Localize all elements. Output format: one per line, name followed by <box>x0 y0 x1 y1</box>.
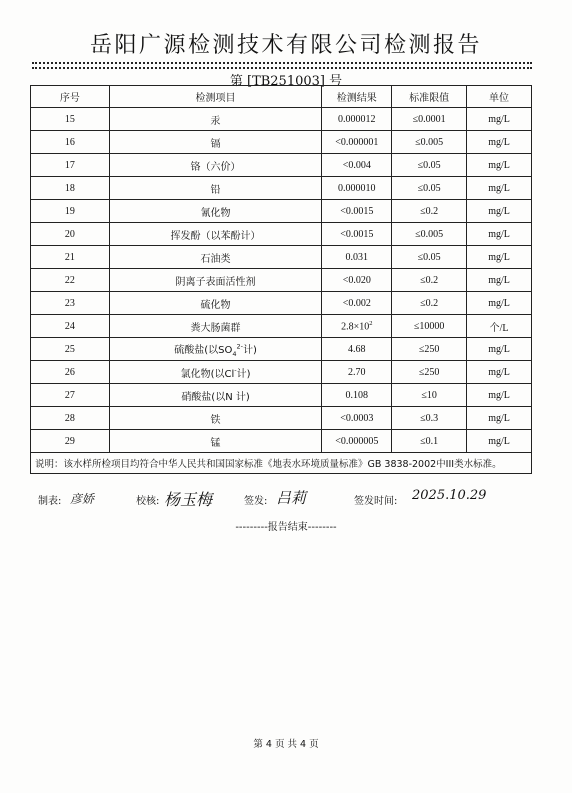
row-limit: ≤10 <box>392 384 467 407</box>
issue-date-handwritten: 2025.10.29 <box>412 488 487 503</box>
item-text: 硫酸盐(以SO <box>174 344 233 356</box>
item-subscript: 4 <box>232 349 237 358</box>
row-limit: ≤0.3 <box>392 407 467 430</box>
row-no: 28 <box>31 407 110 430</box>
row-no: 16 <box>31 131 110 154</box>
row-item: 铁 <box>109 407 321 430</box>
row-no: 21 <box>31 246 110 269</box>
row-unit: mg/L <box>467 131 532 154</box>
table-row <box>31 430 532 453</box>
row-no: 23 <box>31 292 110 315</box>
row-unit: mg/L <box>467 246 532 269</box>
table-row <box>31 315 532 338</box>
row-item: 阴离子表面活性剂 <box>109 269 321 292</box>
row-limit: ≤0.05 <box>392 246 467 269</box>
row-limit: ≤0.2 <box>392 269 467 292</box>
row-limit: ≤0.05 <box>392 177 467 200</box>
row-item <box>109 361 321 384</box>
row-limit: ≤0.2 <box>392 200 467 223</box>
header-unit: 单位 <box>467 86 532 108</box>
row-no: 18 <box>31 177 110 200</box>
row-no: 22 <box>31 269 110 292</box>
table-row <box>31 108 532 131</box>
result-exponent: 2 <box>369 319 373 327</box>
table-row <box>31 246 532 269</box>
row-item: 挥发酚（以苯酚计） <box>109 223 321 246</box>
row-result: <0.020 <box>322 269 392 292</box>
item-text: 计) <box>236 368 251 380</box>
row-result: <0.000001 <box>322 131 392 154</box>
row-no: 29 <box>31 430 110 453</box>
row-item: 汞 <box>109 108 321 131</box>
row-no: 24 <box>31 315 110 338</box>
row-unit: mg/L <box>467 108 532 131</box>
table-row <box>31 154 532 177</box>
table-row <box>31 338 532 361</box>
divider-dotted <box>32 67 532 69</box>
row-unit: mg/L <box>467 223 532 246</box>
issue-date-label: 签发时间: <box>354 496 398 507</box>
table-row <box>31 177 532 200</box>
item-superscript: 2- <box>236 342 243 351</box>
row-unit: mg/L <box>467 407 532 430</box>
header-no: 序号 <box>31 86 110 108</box>
row-item: 石油类 <box>109 246 321 269</box>
row-item: 粪大肠菌群 <box>109 315 321 338</box>
item-text: 氯化物(以Cl <box>180 368 235 380</box>
table-row <box>31 361 532 384</box>
row-item: 硝酸盐(以N 计) <box>109 384 321 407</box>
row-limit: ≤0.005 <box>392 131 467 154</box>
row-result: 0.108 <box>322 384 392 407</box>
header-limit: 标准限值 <box>392 86 467 108</box>
row-limit: ≤0.005 <box>392 223 467 246</box>
table-row <box>31 131 532 154</box>
checked-by-label: 校核: <box>136 496 160 507</box>
table-row <box>31 223 532 246</box>
row-limit: ≤0.2 <box>392 292 467 315</box>
item-superscript: - <box>234 366 237 375</box>
table-note: 说明：该水样所检项目均符合中华人民共和国国家标准《地表水环境质量标准》GB 3838-2002中III类水标准。 <box>31 453 532 474</box>
table-row <box>31 269 532 292</box>
row-limit: ≤250 <box>392 361 467 384</box>
page-footer: 第 4 页 共 4 页 <box>253 739 319 750</box>
row-unit: mg/L <box>467 177 532 200</box>
row-result: <0.002 <box>322 292 392 315</box>
row-limit: ≤10000 <box>392 315 467 338</box>
prepared-by-label: 制表: <box>38 496 62 507</box>
row-no: 26 <box>31 361 110 384</box>
row-limit: ≤250 <box>392 338 467 361</box>
row-item <box>109 338 321 361</box>
row-no: 19 <box>31 200 110 223</box>
issuer-label: 签发: <box>244 496 268 507</box>
prepared-by-signature: 彦娇 <box>70 492 95 506</box>
row-unit: 个/L <box>467 315 532 338</box>
row-result: 0.031 <box>322 246 392 269</box>
row-no: 27 <box>31 384 110 407</box>
table-row <box>31 407 532 430</box>
row-limit: ≤0.05 <box>392 154 467 177</box>
row-unit: mg/L <box>467 154 532 177</box>
row-limit: ≤0.1 <box>392 430 467 453</box>
table-header-row <box>31 86 532 108</box>
results-table <box>30 85 532 474</box>
row-no: 15 <box>31 108 110 131</box>
header-item: 检测项目 <box>109 86 321 108</box>
row-item: 铅 <box>109 177 321 200</box>
item-text: 计) <box>242 344 257 356</box>
report-end-marker: ---------报告结束-------- <box>235 522 337 533</box>
row-unit: mg/L <box>467 200 532 223</box>
checked-by-signature: 杨玉梅 <box>164 490 213 509</box>
note-row <box>31 453 532 474</box>
table-row <box>31 200 532 223</box>
row-item: 氰化物 <box>109 200 321 223</box>
issuer-signature: 吕莉 <box>276 489 307 507</box>
report-number: 第 [TB251003] 号 <box>229 74 343 89</box>
result-base: 2.8×10 <box>341 321 370 333</box>
header-result: 检测结果 <box>322 86 392 108</box>
row-result: 0.000010 <box>322 177 392 200</box>
row-item: 铬（六价） <box>109 154 321 177</box>
row-result: <0.0015 <box>322 200 392 223</box>
row-unit: mg/L <box>467 384 532 407</box>
row-result: 2.70 <box>322 361 392 384</box>
row-unit: mg/L <box>467 338 532 361</box>
row-limit: ≤0.0001 <box>392 108 467 131</box>
row-item: 锰 <box>109 430 321 453</box>
row-no: 25 <box>31 338 110 361</box>
row-result: <0.0015 <box>322 223 392 246</box>
row-result: 0.000012 <box>322 108 392 131</box>
row-item: 镉 <box>109 131 321 154</box>
row-unit: mg/L <box>467 269 532 292</box>
row-no: 20 <box>31 223 110 246</box>
row-unit: mg/L <box>467 430 532 453</box>
row-unit: mg/L <box>467 361 532 384</box>
row-result: <0.004 <box>322 154 392 177</box>
row-result <box>322 315 392 338</box>
row-result: 4.68 <box>322 338 392 361</box>
divider-dotted <box>32 62 532 64</box>
report-title: 岳阳广源检测技术有限公司检测报告 <box>89 33 482 58</box>
table-row <box>31 384 532 407</box>
row-result: <0.000005 <box>322 430 392 453</box>
signature-row <box>36 486 536 514</box>
row-result: <0.0003 <box>322 407 392 430</box>
row-item: 硫化物 <box>109 292 321 315</box>
row-no: 17 <box>31 154 110 177</box>
table-row <box>31 292 532 315</box>
row-unit: mg/L <box>467 292 532 315</box>
